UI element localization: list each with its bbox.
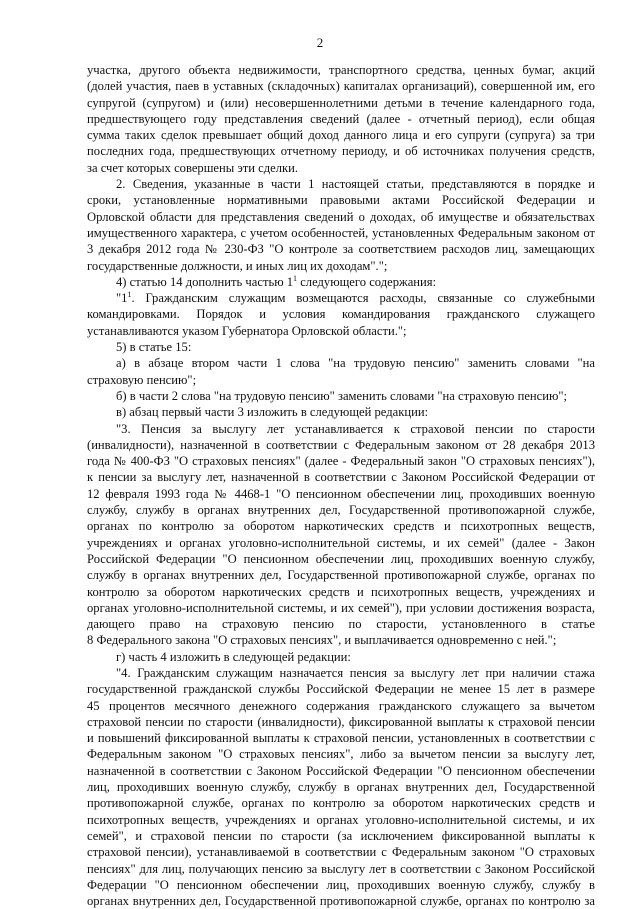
text-line — [87, 323, 595, 339]
text-line-content: "3. Пенсия за выслугу лет устанавливается к страховой пенсии по старости — [116, 421, 595, 436]
text-line-content: назначенной в соответствии с Законом Российской Федерации "О пенсионном обеспечении — [87, 763, 595, 778]
text-line-content: сумма таких сделок превышает общий доход данного лица и его супруги (супруга) за три — [87, 128, 595, 143]
text-line — [87, 746, 595, 762]
text-line — [87, 160, 595, 176]
text-line-content: страховой пенсии по старости (инвалидности), фиксированной выплаты к страховой пенсии — [87, 714, 595, 729]
text-line — [87, 535, 595, 551]
text-line — [87, 600, 595, 616]
text-line — [87, 388, 595, 404]
text-line — [87, 192, 595, 208]
text-line-content: 12 февраля 1993 года № 4468-1 "О пенсионном обеспечении лиц, проходивших военную — [87, 486, 595, 501]
text-line-continuation: . Гражданским служащим возмещаются расходы, связанные со служебными — [131, 291, 595, 306]
text-line — [87, 95, 595, 111]
text-line — [87, 421, 595, 437]
text-line — [87, 893, 595, 909]
text-line — [87, 404, 595, 420]
text-line-content: лиц, проходивших военную службу, службу в органах внутренних дел, Государственной — [87, 780, 595, 795]
text-line — [87, 730, 595, 746]
text-line — [87, 339, 595, 355]
text-line — [87, 258, 595, 274]
text-line — [87, 518, 595, 534]
text-line-content: органах внутренних дел, Государственной противопожарной службе, органах по контролю за — [87, 894, 595, 909]
text-line-content: имущественного характера, с учетом особенностей, установленных Федеральным законом от — [87, 225, 595, 240]
text-line-content: службу в органах внутренних дел, Государственной противопожарной службе, органах по — [87, 568, 595, 583]
text-line-content: "4. Гражданским служащим назначается пенсия за выслугу лет при наличии стажа — [116, 665, 595, 680]
text-line-content: 2. Сведения, указанные в части 1 настоящей статьи, представляются в порядке и — [116, 177, 595, 192]
text-line-content: 4) статью 14 дополнить частью 1 — [116, 274, 294, 289]
text-line-content: последних года, предшествующих отчетному периоду, и об источниках получения средств, — [87, 144, 595, 159]
document-body — [87, 62, 595, 909]
text-line — [87, 127, 595, 143]
text-line-content: "1 — [116, 291, 128, 306]
text-line-content: участка, другого объекта недвижимости, транспортного средства, ценных бумаг, акций — [87, 63, 595, 77]
text-line-content: Федеральным законом "О страховых пенсиях", либо за вычетом пенсии за выслугу лет, — [87, 747, 595, 762]
text-line — [87, 453, 595, 469]
text-line-content: дающего право на страховую пенсию по старости, установленного в статье — [87, 617, 595, 632]
text-line — [87, 111, 595, 127]
text-line-content: в) абзац первый части 3 изложить в следующей редакции: — [116, 405, 429, 420]
text-line — [87, 632, 595, 648]
text-line — [87, 877, 595, 893]
text-line — [87, 861, 595, 877]
text-line-content: психотропных веществ, учреждениях и органах уголовно-исполнительной системы, и их — [87, 812, 595, 827]
text-line — [87, 567, 595, 583]
text-line — [87, 763, 595, 779]
text-line — [87, 502, 595, 518]
text-line — [87, 616, 595, 632]
text-line-content: б) в части 2 слова "на трудовую пенсию" заменить словами "на страховую пенсию"; — [116, 388, 568, 403]
text-line-content: контролю за оборотом наркотических средств и психотропных веществ, учреждениях и — [87, 584, 595, 599]
text-line-content: устанавливаются указом Губернатора Орловской области."; — [87, 323, 407, 338]
text-line — [87, 551, 595, 567]
text-line-content: (инвалидности), назначенной в соответствии с Федеральным законом от 28 декабря 2013 — [87, 437, 595, 452]
text-line — [87, 143, 595, 159]
text-line-content: государственные должности, и иных лиц их доходам"."; — [87, 258, 388, 273]
text-line-content: пенсиях" для лиц, получающих пенсию за выслугу лет в соответствии с Законом Российской — [87, 861, 595, 876]
text-line — [87, 584, 595, 600]
text-line — [87, 779, 595, 795]
text-line — [87, 437, 595, 453]
text-line — [87, 795, 595, 811]
text-line-content: г) часть 4 изложить в следующей редакции: — [116, 649, 351, 664]
text-line — [87, 62, 595, 78]
text-line-content: учреждениях и органах уголовно-исполнительной системы, и их семей" (далее - Закон — [87, 535, 595, 550]
text-line-content: командировками. Порядок и условия командирования гражданского служащего — [87, 307, 595, 322]
superscript: 1 — [293, 273, 298, 283]
text-line-content: 45 процентов месячного денежного содержания гражданского служащего за вычетом — [87, 698, 595, 713]
text-line — [87, 486, 595, 502]
text-line-content: сроки, установленные нормативными правовыми актами Российской Федерации и — [87, 193, 595, 208]
text-line — [87, 306, 595, 322]
text-line-content: семей", и страховой пенсии по старости (за исключением фиксированной выплаты к — [87, 828, 595, 843]
text-line — [87, 469, 595, 485]
superscript: 1 — [127, 290, 132, 300]
text-line — [87, 828, 595, 844]
text-line-content: 8 Федерального закона "О страховых пенсиях", и выплачивается одновременно с ней."; — [87, 633, 557, 648]
text-line-content: предшествующего году представления сведений (далее - отчетный период), если общая — [87, 111, 595, 126]
text-line-content: государственной гражданской службы Российской Федерации не менее 15 лет в размере — [87, 682, 595, 697]
text-line-content: органах по контролю за оборотом наркотических средств и психотропных веществ, — [87, 519, 595, 534]
page-number: 2 — [316, 35, 324, 50]
text-line — [87, 176, 595, 192]
text-line — [87, 372, 595, 388]
text-line-content: противопожарной службе, органах по контролю за оборотом наркотических средств и — [87, 796, 595, 811]
text-line-content: службу, службу в органах внутренних дел, Государственной противопожарной службе, — [87, 503, 595, 518]
text-line-content: (долей участия, паев в уставных (складочных) капиталах организаций), совершенной им, его — [87, 79, 595, 94]
text-line — [87, 274, 595, 290]
text-line — [87, 209, 595, 225]
text-line-content: страховую пенсию"; — [87, 372, 197, 387]
text-line-continuation: следующего содержания: — [297, 274, 437, 289]
text-line — [87, 681, 595, 697]
text-line — [87, 355, 595, 371]
text-line-content: страховой пенсии), устанавливаемой в соответствии с Федеральным законом "О страховых — [87, 845, 595, 860]
text-line — [87, 649, 595, 665]
text-line-content: а) в абзаце втором части 1 слова "на трудовую пенсию" заменить словами "на — [116, 356, 595, 371]
text-line-content: к пенсии за выслугу лет, назначенной в соответствии с Законом Российской Федерации от — [87, 470, 595, 485]
text-line-content: Орловской области для представления сведений о доходах, об имуществе и обязательствах — [87, 209, 595, 224]
text-line — [87, 844, 595, 860]
text-line — [87, 290, 595, 306]
text-line — [87, 225, 595, 241]
text-line-content: и повышений фиксированной выплаты к страховой пенсии, установленных в соответствии с — [87, 731, 595, 746]
text-line — [87, 665, 595, 681]
text-line-content: за счет которых совершены эти сделки. — [87, 160, 299, 175]
text-line — [87, 812, 595, 828]
text-line — [87, 714, 595, 730]
text-line-content: органах уголовно-исполнительной системы, и их семей"), при условии достижения возраста, — [87, 600, 595, 615]
text-line-content: супругой (супругом) и (или) несовершеннолетними детьми в течение календарного года, — [87, 95, 595, 110]
text-line — [87, 698, 595, 714]
text-line — [87, 241, 595, 257]
text-line-content: Российской Федерации "О пенсионном обеспечении лиц, проходивших военную службу, — [87, 551, 595, 566]
text-line — [87, 78, 595, 94]
text-line-content: Федерации "О пенсионном обеспечении лиц, проходивших военную службу, службу в — [87, 877, 595, 892]
text-line-content: 3 декабря 2012 года № 230-ФЗ "О контроле за соответствием расходов лиц, замещающих — [87, 242, 595, 257]
text-line-content: 5) в статье 15: — [116, 340, 192, 355]
text-line-content: года № 400-ФЗ "О страховых пенсиях" (далее - Федеральный закон "О страховых пенсиях"), — [87, 454, 595, 469]
